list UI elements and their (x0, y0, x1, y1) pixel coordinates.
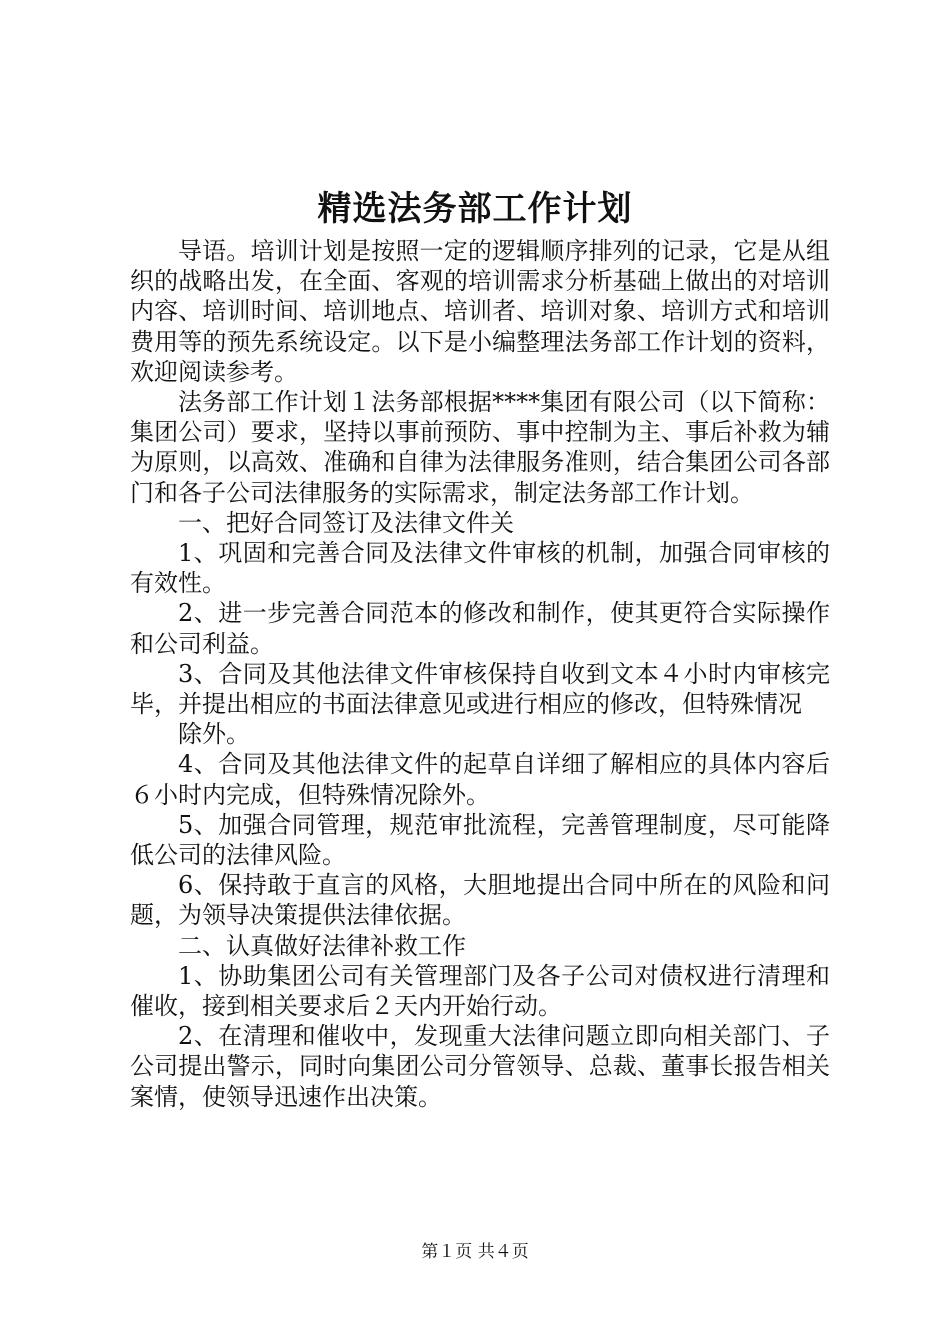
paragraph-item: 4、合同及其他法律文件的起草自详细了解相应的具体内容后６小时内完成，但特殊情况除外。 (130, 750, 830, 809)
section-heading-remedy: 二、认真做好法律补救工作 (178, 931, 466, 960)
paragraph-item: 1、巩固和完善合同及法律文件审核的机制，加强合同审核的有效性。 (130, 539, 830, 598)
paragraph-item: 2、进一步完善合同范本的修改和制作，使其更符合实际操作和公司利益。 (130, 599, 830, 658)
paragraph-item: 6、保持敢于直言的风格，大胆地提出合同中所在的风险和问题，为领导决策提供法律依据。 (130, 871, 830, 930)
paragraph-item: 3、合同及其他法律文件审核保持自收到文本４小时内审核完毕，并提出相应的书面法律意见或进行相应的修改，但特殊情况 (130, 659, 830, 719)
section-heading-contracts: 一、把好合同签订及法律文件关 (178, 508, 514, 537)
document-title: 精选法务部工作计划 (317, 189, 633, 229)
page-number-footer: 第１页 共４页 (421, 1242, 529, 1262)
paragraph-item: 2、在清理和催收中，发现重大法律问题立即向相关部门、子公司提出警示，同时向集团公司分管领导、总裁、董事长报告相关案情，使领导迅速作出决策。 (130, 1022, 830, 1111)
paragraph-plan-overview: 法务部工作计划１法务部根据****集团有限公司（以下简称：集团公司）要求，坚持以事前预防、事中控制为主、事后补救为辅为原则，以高效、准确和自律为法律服务准则，结合集团公司各部门和各子公司法律服务的实际需求，制定法务部工作计划。 (130, 388, 830, 507)
paragraph-item: 5、加强合同管理，规范审批流程，完善管理制度，尽可能降低公司的法律风险。 (130, 810, 830, 870)
paragraph-item: 1、协助集团公司有关管理部门及各子公司对债权进行清理和催收，接到相关要求后２天内开始行动。 (130, 961, 830, 1021)
paragraph-intro: 导语。培训计划是按照一定的逻辑顺序排列的记录，它是从组织的战略出发，在全面、客观的培训需求分析基础上做出的对培训内容、培训时间、培训地点、培训者、培训对象、培训方式和培训费用等的预先系统设定。以下是小编整理法务部工作计划的资料，欢迎阅读参考。 (130, 237, 830, 386)
document-body (130, 236, 830, 1112)
paragraph-continuation: 除外。 (178, 720, 250, 749)
